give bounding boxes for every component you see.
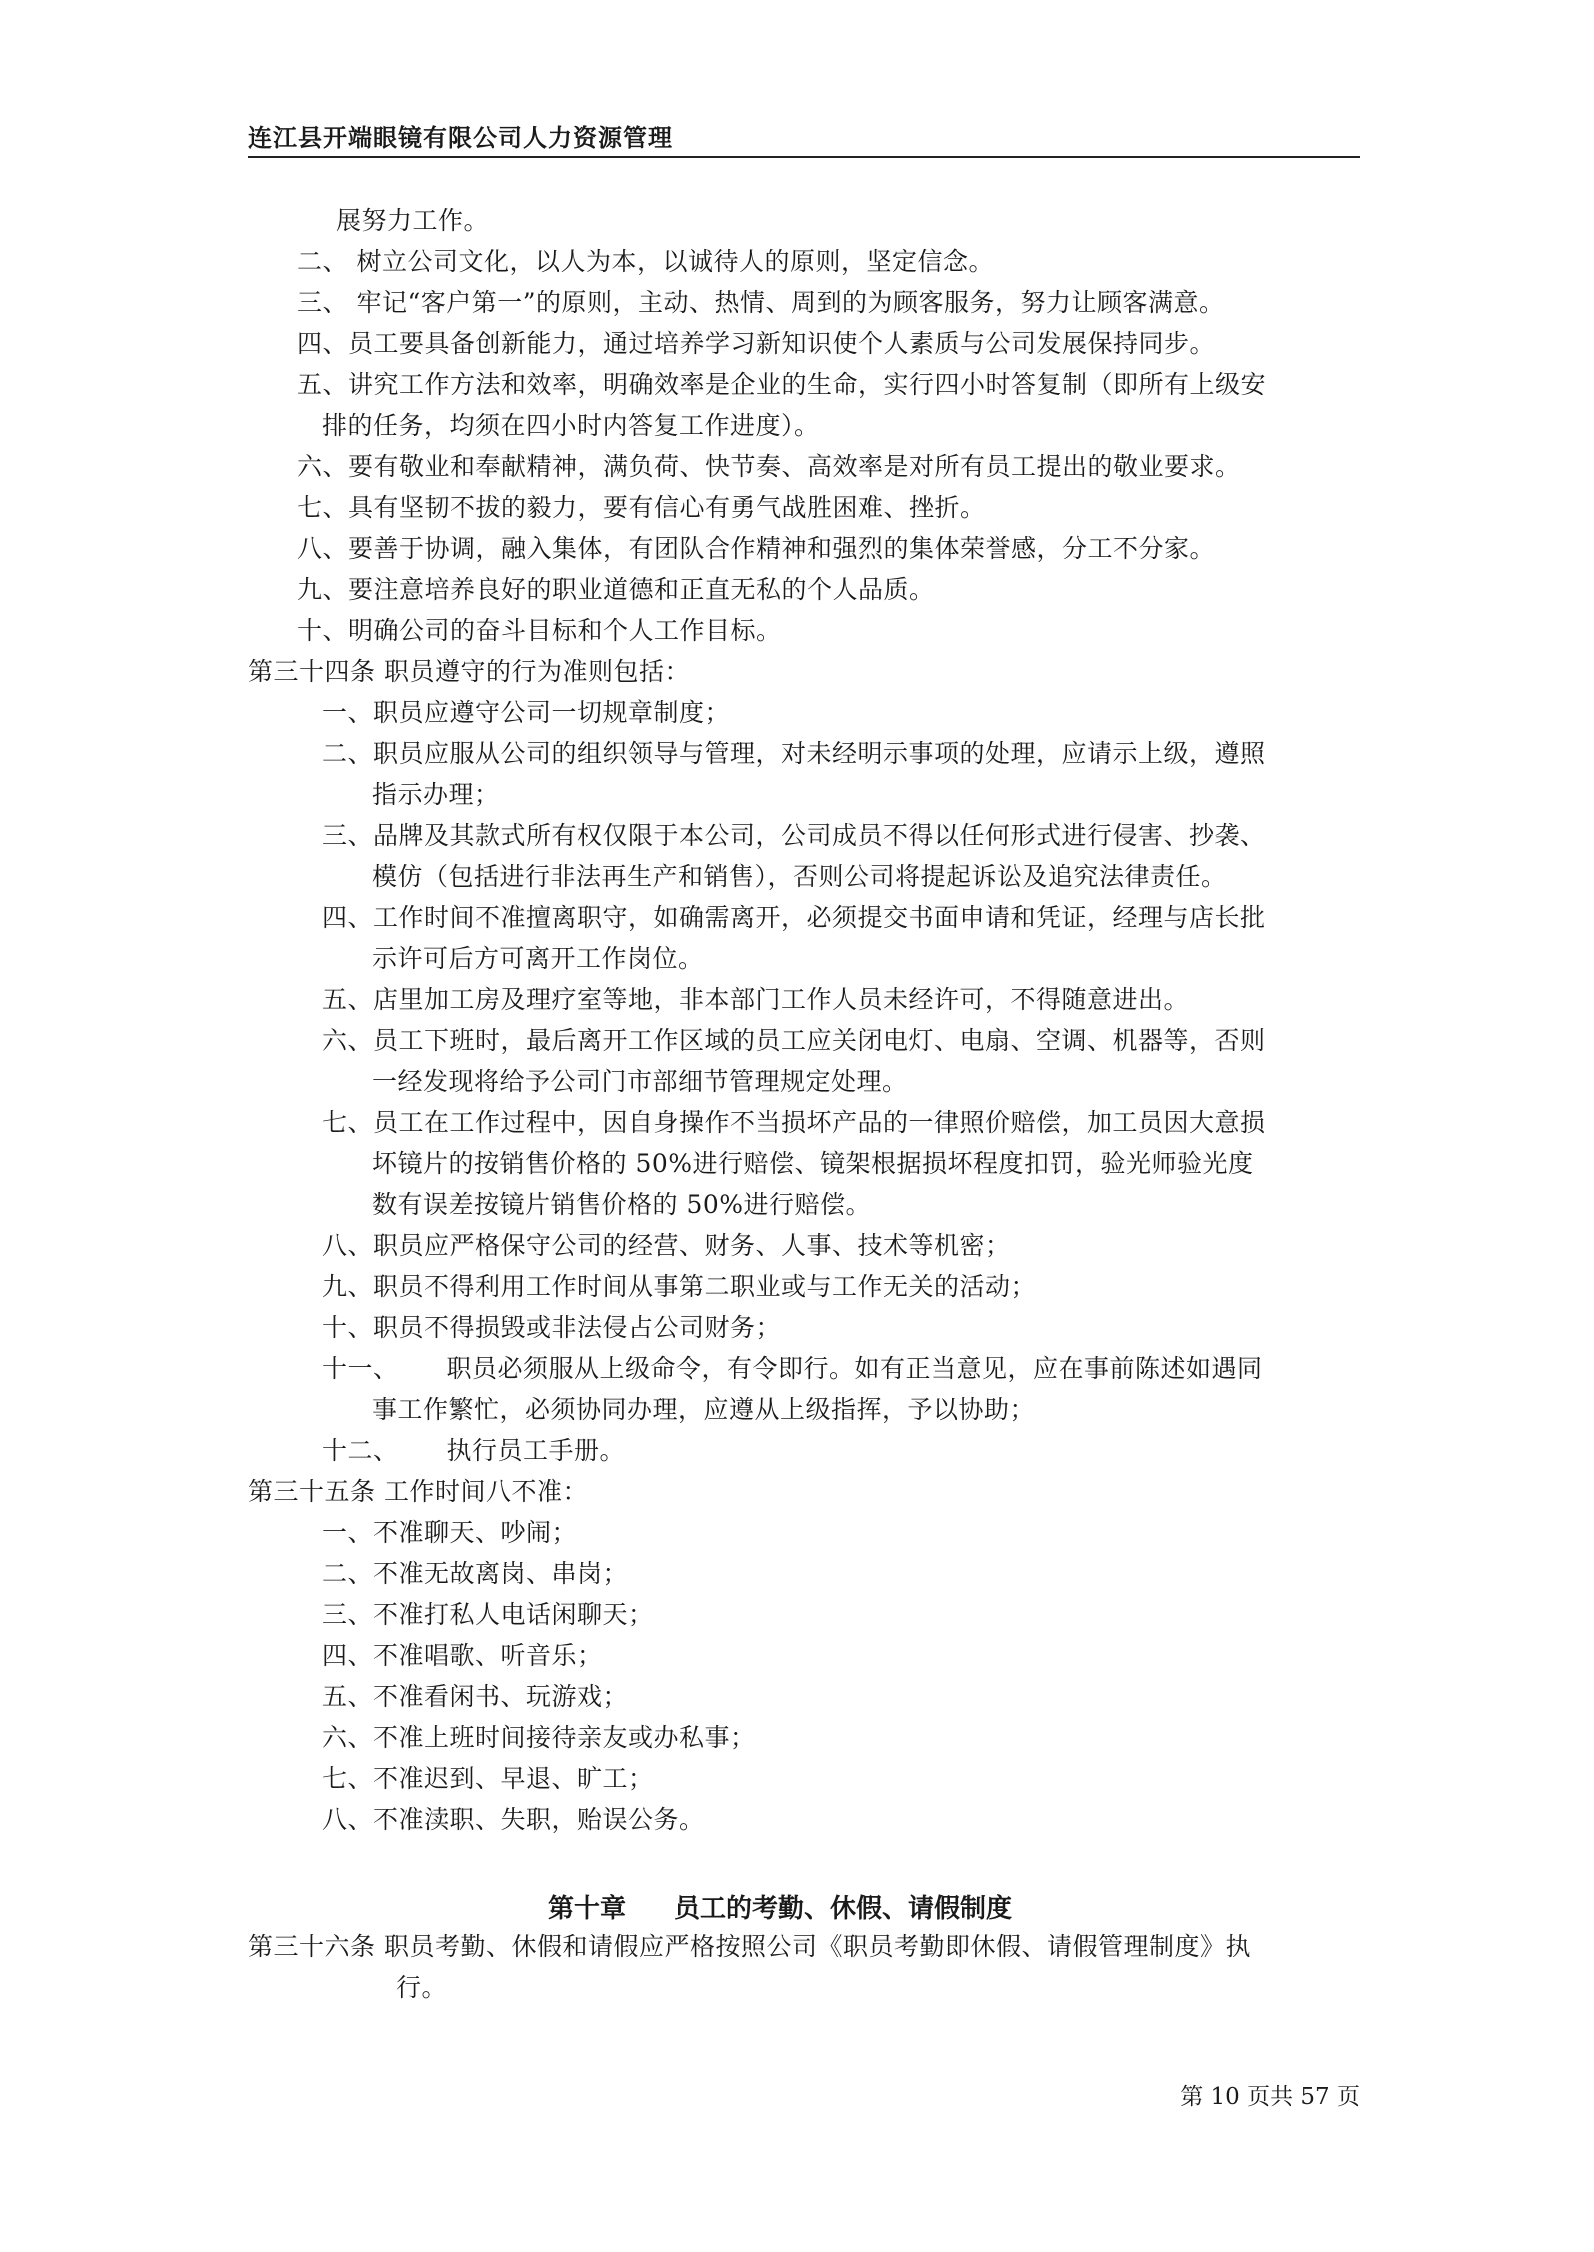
chapter-number: 第十章: [548, 1894, 627, 1924]
list-item: 七、不准迟到、早退、旷工；: [322, 1764, 654, 1793]
header-title: 连江县开端眼镜有限公司人力资源管理: [248, 124, 673, 152]
list-item: 模仿（包括进行非法再生产和销售），否则公司将提起诉讼及追究法律责任。: [372, 862, 1227, 891]
list-item: [322, 1354, 1263, 1384]
page-number: 第 10 页共 57 页: [1180, 2084, 1360, 2110]
list-item: 八、职员应严格保守公司的经营、财务、人事、技术等机密；: [322, 1231, 1011, 1260]
list-item: 一、不准聊天、吵闹；: [322, 1518, 578, 1547]
list-item: 一、职员应遵守公司一切规章制度；: [322, 698, 731, 727]
list-item: 六、员工下班时，最后离开工作区域的员工应关闭电灯、电扇、空调、机器等，否则: [322, 1026, 1266, 1055]
article-title: 第三十五条 工作时间八不准：: [248, 1477, 588, 1506]
item-text: 职员必须服从上级命令，有令即行。如有正当意见，应在事前陈述如遇同: [446, 1354, 1263, 1383]
list-item: 五、不准看闲书、玩游戏；: [322, 1682, 629, 1711]
list-item: 八、不准渎职、失职，贻误公务。: [322, 1805, 705, 1834]
item-text: 执行员工手册。: [446, 1436, 626, 1465]
article-title: 第三十四条 职员遵守的行为准则包括：: [248, 657, 690, 686]
list-item: 十、明确公司的奋斗目标和个人工作目标。: [297, 616, 782, 645]
list-item: 八、要善于协调，融入集体，有团队合作精神和强烈的集体荣誉感，分工不分家。: [297, 534, 1216, 563]
list-item: 数有误差按镜片销售价格的 50%进行赔偿。: [372, 1190, 872, 1219]
list-item: 六、要有敬业和奉献精神，满负荷、快节奏、高效率是对所有员工提出的敬业要求。: [297, 452, 1241, 481]
list-item: 二、不准无故离岗、串岗；: [322, 1559, 629, 1588]
list-item: 展努力工作。: [336, 206, 490, 235]
list-item: [322, 1436, 625, 1466]
list-item: 九、职员不得利用工作时间从事第二职业或与工作无关的活动；: [322, 1272, 1037, 1301]
list-item: 三、品牌及其款式所有权仅限于本公司，公司成员不得以任何形式进行侵害、抄袭、: [322, 821, 1266, 850]
list-item: 示许可后方可离开工作岗位。: [372, 944, 704, 973]
list-item: 四、不准唱歌、听音乐；: [322, 1641, 603, 1670]
list-item: 二、 树立公司文化，以人为本，以诚待人的原则，坚定信念。: [297, 247, 994, 276]
list-item: 事工作繁忙，必须协同办理，应遵从上级指挥，予以协助；: [372, 1395, 1036, 1424]
list-item: 三、不准打私人电话闲聊天；: [322, 1600, 654, 1629]
list-item: 坏镜片的按销售价格的 50%进行赔偿、镜架根据损坏程度扣罚，验光师验光度: [372, 1149, 1254, 1178]
chapter-title: 员工的考勤、休假、请假制度: [674, 1894, 1013, 1924]
list-item: 六、不准上班时间接待亲友或办私事；: [322, 1723, 756, 1752]
list-item: 五、店里加工房及理疗室等地，非本部门工作人员未经许可，不得随意进出。: [322, 985, 1190, 1014]
item-number: 十一、: [322, 1354, 399, 1383]
page-header: [248, 118, 1360, 158]
list-item: 四、工作时间不准擅离职守，如确需离开，必须提交书面申请和凭证，经理与店长批: [322, 903, 1266, 932]
list-item: 指示办理；: [372, 780, 500, 809]
list-item: 三、 牢记“客户第一”的原则，主动、热情、周到的为顾客服务，努力让顾客满意。: [297, 288, 1225, 317]
list-item: 九、要注意培养良好的职业道德和正直无私的个人品质。: [297, 575, 935, 604]
list-item: 七、具有坚韧不拔的毅力，要有信心有勇气战胜困难、挫折。: [297, 493, 986, 522]
list-item: 二、职员应服从公司的组织领导与管理，对未经明示事项的处理，应请示上级，遵照: [322, 739, 1266, 768]
list-item: 排的任务，均须在四小时内答复工作进度）。: [322, 411, 820, 440]
item-number: 十二、: [322, 1436, 399, 1465]
list-item: 一经发现将给予公司门市部细节管理规定处理。: [372, 1067, 908, 1096]
list-item: 十、职员不得损毁或非法侵占公司财务；: [322, 1313, 782, 1342]
chapter-heading: [548, 1888, 1012, 1925]
article-title: 第三十六条 职员考勤、休假和请假应严格按照公司《职员考勤即休假、请假管理制度》执: [248, 1932, 1251, 1961]
article-continuation: 行。: [396, 1973, 448, 2002]
list-item: 五、讲究工作方法和效率，明确效率是企业的生命，实行四小时答复制（即所有上级安: [297, 370, 1267, 399]
list-item: 七、员工在工作过程中，因自身操作不当损坏产品的一律照价赔偿，加工员因大意损: [322, 1108, 1266, 1137]
list-item: 四、员工要具备创新能力，通过培养学习新知识使个人素质与公司发展保持同步。: [297, 329, 1216, 358]
